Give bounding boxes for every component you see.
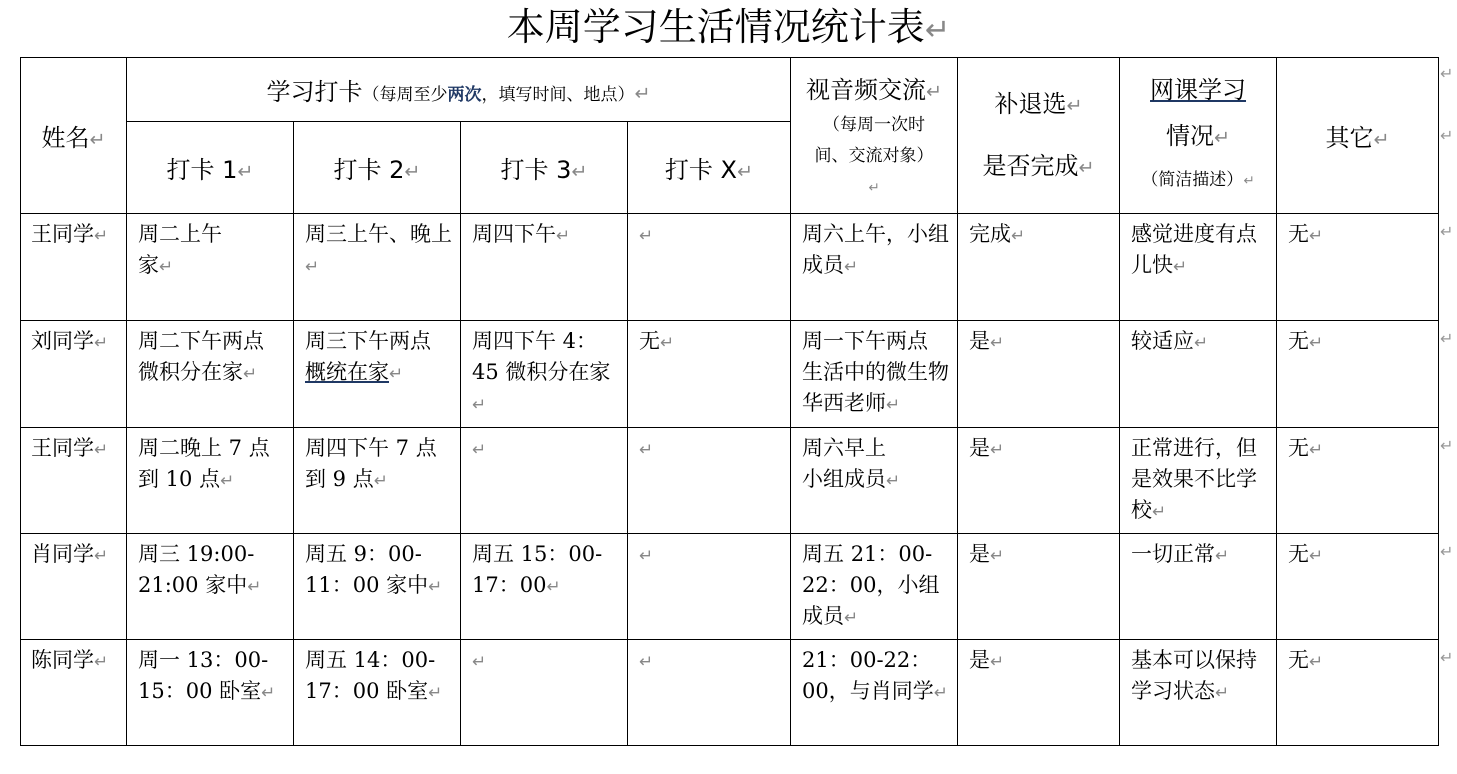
cell-other: 无↵: [1277, 428, 1439, 534]
table-row: [21, 214, 1439, 321]
cell-name: 刘同学↵: [21, 321, 127, 428]
cell-checkin3: ↵: [461, 428, 628, 534]
cell-checkin1: 周二晚上 7 点到 10 点↵: [127, 428, 294, 534]
row-end-mark: ↵: [1440, 329, 1454, 348]
row-end-mark: ↵: [1440, 436, 1454, 455]
cell-online: 感觉进度有点儿快↵: [1120, 214, 1277, 321]
cell-checkin1: 周一 13：00-15：00 卧室↵: [127, 640, 294, 746]
header-makeup: 补退选↵ 是否完成↵: [958, 58, 1120, 214]
row-end-mark: ↵: [1440, 126, 1454, 145]
cell-checkin3: 周四下午 4：45 微积分在家↵: [461, 321, 628, 428]
cell-av: 周一下午两点 生活中的微生物华西老师↵: [791, 321, 958, 428]
header-checkin3: 打卡 3↵: [461, 122, 628, 214]
cell-checkin1: 周三 19:00-21:00 家中↵: [127, 534, 294, 640]
cell-checkin2: 周五 14：00-17：00 卧室↵: [294, 640, 461, 746]
cell-checkin3: ↵: [461, 640, 628, 746]
cell-name: 王同学↵: [21, 428, 127, 534]
cell-checkin2: 周五 9：00-11：00 家中↵: [294, 534, 461, 640]
cell-makeup: 是↵: [958, 640, 1120, 746]
cell-makeup: 是↵: [958, 534, 1120, 640]
cell-checkin3: 周五 15：00-17：00↵: [461, 534, 628, 640]
cell-av: 周六上午，小组成员↵: [791, 214, 958, 321]
cell-other: 无↵: [1277, 534, 1439, 640]
cell-other: 无↵: [1277, 214, 1439, 321]
row-end-mark: ↵: [1440, 648, 1454, 667]
cell-name: 肖同学↵: [21, 534, 127, 640]
cell-checkin1: 周二上午 家↵: [127, 214, 294, 321]
header-checkinx: 打卡 X↵: [628, 122, 791, 214]
header-other: 其它↵: [1277, 58, 1439, 214]
cell-checkin2: 周四下午 7 点到 9 点↵: [294, 428, 461, 534]
table-row: [21, 534, 1439, 640]
header-av: 视音频交流↵ （每周一次时间、交流对象）↵: [791, 58, 958, 214]
cell-online: 较适应↵: [1120, 321, 1277, 428]
table-row: [21, 428, 1439, 534]
cell-checkinx: 无↵: [628, 321, 791, 428]
row-end-mark: ↵: [1440, 222, 1454, 241]
cell-av: 周五 21：00-22：00，小组成员↵: [791, 534, 958, 640]
cell-makeup: 是↵: [958, 321, 1120, 428]
cell-online: 一切正常↵: [1120, 534, 1277, 640]
cell-makeup: 完成↵: [958, 214, 1120, 321]
row-end-mark: ↵: [1440, 542, 1454, 561]
header-checkin: 学习打卡（每周至少两次，填写时间、地点）↵: [127, 58, 791, 122]
cell-checkinx: ↵: [628, 640, 791, 746]
stats-table: [20, 57, 1439, 746]
paragraph-mark: ↵: [924, 13, 951, 48]
row-end-mark: ↵: [1440, 64, 1454, 83]
cell-checkin3: 周四下午↵: [461, 214, 628, 321]
header-checkin2: 打卡 2↵: [294, 122, 461, 214]
cell-av: 周六早上 小组成员↵: [791, 428, 958, 534]
cell-checkinx: ↵: [628, 534, 791, 640]
cell-av: 21：00-22：00，与肖同学↵: [791, 640, 958, 746]
cell-other: 无↵: [1277, 640, 1439, 746]
cell-checkin1: 周二下午两点 微积分在家↵: [127, 321, 294, 428]
cell-name: 王同学↵: [21, 214, 127, 321]
table-row: [21, 321, 1439, 428]
cell-checkinx: ↵: [628, 214, 791, 321]
cell-other: 无↵: [1277, 321, 1439, 428]
cell-makeup: 是↵: [958, 428, 1120, 534]
cell-online: 基本可以保持学习状态↵: [1120, 640, 1277, 746]
header-checkin1: 打卡 1↵: [127, 122, 294, 214]
table-row: [21, 640, 1439, 746]
page-title: 本周学习生活情况统计表↵: [506, 5, 951, 49]
cell-checkin2: 周三上午、晚上↵: [294, 214, 461, 321]
cell-checkinx: ↵: [628, 428, 791, 534]
cell-checkin2: 周三下午两点 概统在家↵: [294, 321, 461, 428]
header-row: [21, 58, 1439, 122]
header-online: 网课学习 情况↵ （简洁描述）↵: [1120, 58, 1277, 214]
cell-online: 正常进行，但是效果不比学校↵: [1120, 428, 1277, 534]
header-name: 姓名↵: [21, 58, 127, 214]
cell-name: 陈同学↵: [21, 640, 127, 746]
